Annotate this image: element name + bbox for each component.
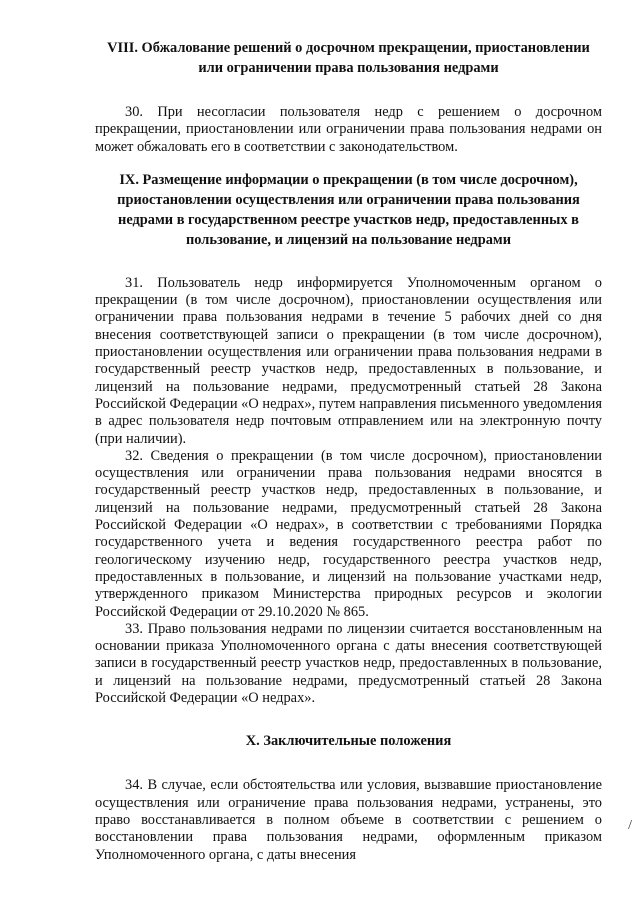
- scan-artifact-mark: /: [628, 818, 632, 833]
- paragraph-33: 33. Право пользования недрами по лицензии считается восстановленным на основании приказа Уполномоченного органа с даты внесения соответствующей записи в государственный реестр участков недр, предоставленных в пользование, и лицензий на пользование недрами, предусмотренный статьей 28 Закона Российской Федерации «О недрах».: [95, 620, 602, 707]
- paragraph-32: 32. Сведения о прекращении (в том числе досрочном), приостановлении осуществления или ограничении права пользования недрами вносятся в государственный реестр участков недр, предоставленных в пользование, и лицензий на пользование недрами, предусмотренный статьей 28 Закона Российской Федерации «О недрах», в соответствии с требованиями Порядка государственного учета и ведения государственного реестра работ по геологическому изучению недр, государственного реестра участков недр, предоставленных в пользование, и лицензий на пользование участками недр, утвержденного приказом Министерства природных ресурсов и экологии Российской Федерации от 29.10.2020 № 865.: [95, 447, 602, 620]
- paragraph-34: 34. В случае, если обстоятельства или условия, вызвавшие приостановление осуществления или ограничение права пользования недрами, устранены, это право восстанавливается в полном объеме в соответствии с решением о восстановлении права пользования недрами, оформленным приказом Уполномоченного органа, с даты внесения: [95, 777, 602, 863]
- section-9-heading: IX. Размещение информации о прекращении (в том числе досрочном), приостановлении осуществления или ограничении права пользования недрами в государственном реестре участков недр, предоставленных в пользование, и лицензий на пользование недрами: [117, 171, 580, 248]
- section-8-heading: VIII. Обжалование решений о досрочном прекращении, приостановлении или ограничении права пользования недрами: [107, 40, 590, 76]
- section-10-heading: X. Заключительные положения: [245, 733, 452, 750]
- paragraph-30: 30. При несогласии пользователя недр с решением о досрочном прекращении, приостановлении или ограничении права пользования недрами он может обжаловать его в соответствии с законодательством.: [95, 104, 602, 155]
- paragraph-31: 31. Пользователь недр информируется Уполномоченным органом о прекращении (в том числе досрочном), приостановлении осуществления или ограничении права пользования недрами в течение 5 рабочих дней со дня внесения соответствующей записи о прекращении (в том числе досрочном), приостановлении осуществления или ограничении права пользования недрами в государственный реестр участков недр, предоставленных в пользование, и лицензий на пользование недрами, предусмотренный статьей 28 Закона Российской Федерации «О недрах», путем направления письменного уведомления в адрес пользователя недр почтовым отправлением или на электронную почту (при наличии).: [95, 274, 602, 447]
